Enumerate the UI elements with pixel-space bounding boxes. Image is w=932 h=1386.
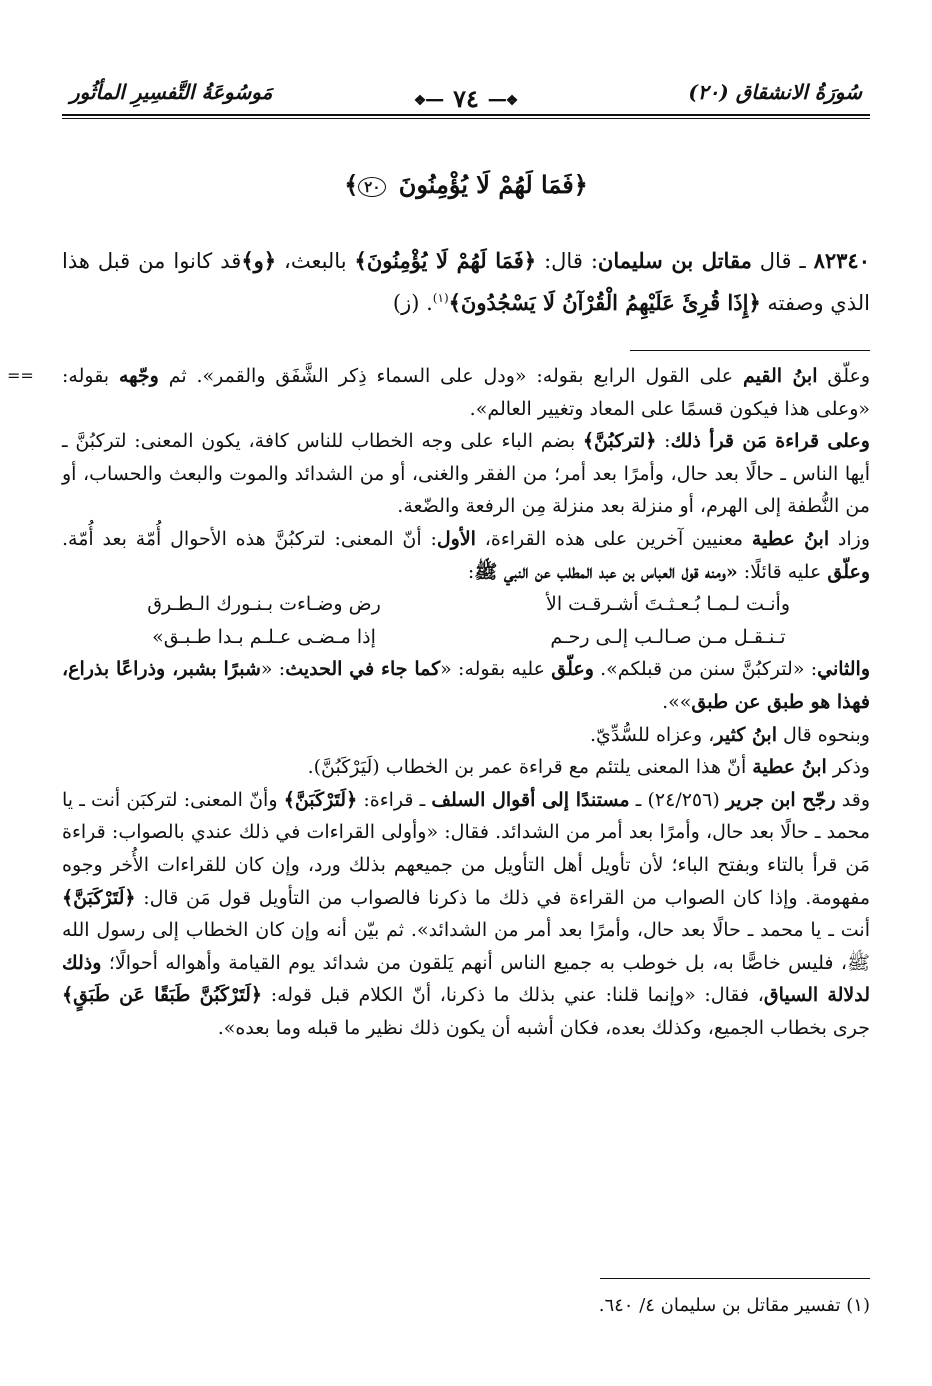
note-text: ـ قراءة: [357, 788, 432, 811]
note-text: وقد [835, 788, 871, 811]
page-number: ٧٤ [453, 84, 479, 113]
commentary-notes [7, 360, 871, 1044]
note-bold: شبرًا بشبر، وذراعًا بذراع، فهذا هو طبق عن طبق [62, 658, 870, 713]
verse-text: ﴿فَمَا لَهُمْ لَا يُؤْمِنُونَ [398, 170, 588, 199]
note-paragraph [62, 719, 870, 752]
ornament-icon: ━━❖ [488, 92, 519, 109]
note-bold: وعلّق [551, 658, 594, 681]
narration-entry [62, 240, 870, 324]
entry-text: : قال: [536, 249, 598, 273]
note-bold: وعلّق [827, 560, 870, 583]
ornament-icon: ❖━━ [413, 92, 444, 109]
note-text: بقوله: «وعلى هذا فيكون قسمًا على المعاد وتغيير العالم». [62, 365, 870, 420]
quran-quote: ﴿لَتَرْكَبُنَّ طَبَقًا عَن طَبَقٍ﴾ [62, 984, 263, 1007]
note-bold: والثاني [817, 658, 870, 681]
scholar-name: ابنُ القيم [742, 365, 818, 387]
note-paragraph [62, 784, 870, 1045]
note-bold: كما جاء في الحديث [285, 658, 441, 681]
note-text: : [467, 560, 475, 583]
quran-quote: ﴿إِذَا قُرِئَ عَلَيْهِمُ الْقُرْآنُ لَا يَسْجُدُونَ﴾ [448, 290, 761, 315]
note-bold: الأول [436, 527, 476, 550]
quran-quote: ﴿و﴾ [241, 248, 277, 273]
note-text: وزاد [829, 527, 870, 550]
ayah-number-icon: ٢٠ [358, 177, 386, 197]
note-text: جرى بخطاب الجميع، وكذلك بعده، فكان أشبه أن يكون ذلك نظير ما قبله وما بعده». [217, 1016, 870, 1039]
note-bold: «ومنه قول العباس بن عبد المطلب عن النبي ﷺ [474, 560, 738, 583]
footnote-ref: (١) [432, 291, 449, 305]
running-header [62, 68, 870, 118]
note-text: ، فقال: «وإنما قلنا: عني بذلك ما ذكرنا، أنّ الكلام قبل قوله: [262, 984, 764, 1007]
note-paragraph [62, 425, 870, 523]
note-text: أنّ هذا المعنى يلتئم مع قراءة عمر بن الخطاب (لَيَرْكَبُنَّ). [307, 756, 753, 779]
note-text: : أنّ المعنى: لتركبُنَّ هذه الأحوال أُمّة بعد أُمّة. [62, 527, 437, 550]
continuation-mark: == [7, 366, 34, 385]
header-rule-thin [62, 118, 870, 119]
verse-close: ﴾ [344, 170, 359, 199]
entry-text: قال [751, 249, 792, 273]
note-paragraph [62, 751, 870, 784]
note-bold: مستندًا إلى أقوال السلف [431, 788, 630, 811]
note-bold: وجّهه [118, 365, 159, 387]
note-text: (٢٤/٢٥٦) ـ [629, 788, 726, 811]
note-paragraph [62, 360, 870, 425]
dash: ـ [791, 249, 814, 273]
note-text: أنت ـ يا محمد ـ حالًا بعد حال، وأمرًا بعد أمر من الشدائد». ثم بيّن أنه وإن كان الخطاب إلى رسول الله ﷺ، فليس خاصًّا به، بل خوطب به جميع الناس أنهم يَلقون من شدائد يوم القيامة وأهواله أحوالًا؛ [62, 919, 870, 974]
poem-hemistich: إذا مـضـى عـلـم بـدا طـبـق» [152, 625, 376, 648]
note-text: وعلّق [817, 365, 871, 387]
note-text: بضم الباء على وجه الخطاب للناس كافة، يكون المعنى: لتركبُنَّ ـ أيها الناس ـ حالًا بعد حال، وأمرًا بعد أمر؛ من الفقر والغنى، أو من الشدائد والموت والبعث والحساب، أو من النُّطفة إلى الهرم، أو منزلة بعد منزلة مِن الرفعة والضّعة. [62, 430, 870, 518]
quran-quote: ﴿لتركبُنَّ﴾ [582, 430, 657, 453]
footnote: (١) تفسير مقاتل بن سليمان ٤/ ٦٤٠. [598, 1295, 870, 1316]
note-text: وذكر [826, 756, 870, 779]
book-title: مَوسُوعَةُ التَّفسِيرِ المأثُور [70, 80, 273, 104]
note-text: ، وعزاه للسُّدِّيّ. [590, 723, 715, 746]
poem-hemistich: تـنـقـل مـن صـالـب إلـى رحـم [550, 625, 786, 648]
note-text: : « [260, 658, 286, 681]
quran-quote: ﴿لَتَرْكَبَنَّ﴾ [62, 886, 136, 909]
note-bold: وعلى قراءة مَن قرأ ذلك [670, 430, 870, 453]
scholar-name: ابنُ عطية [752, 756, 827, 779]
footnote-rule [600, 1278, 870, 1279]
note-text: معنيين آخرين على هذه القراءة، [475, 527, 752, 550]
note-bold: رجّح ابن جرير [725, 788, 836, 811]
note-paragraph [62, 653, 870, 718]
note-bold: وذلك لدلالة السياق [62, 951, 870, 1007]
scholar-name: ابنُ كثير [714, 723, 777, 746]
poem [62, 588, 870, 653]
note-text: عليه قائلًا: [737, 560, 828, 583]
note-text: عليه بقوله: « [440, 658, 552, 681]
surah-title: سُورَةُ الانشقاق (٢٠) [688, 80, 862, 104]
verse-heading [62, 170, 870, 199]
note-text: على القول الرابع بقوله: «ودل على السماء ذِكر الشَّفَق والقمر». ثم [158, 365, 743, 387]
narrator-name: مقاتل بن سليمان [597, 248, 752, 273]
note-text: »». [662, 690, 692, 713]
header-rule [62, 114, 870, 116]
entry-text: . (ز) [392, 291, 433, 315]
note-paragraph [62, 523, 870, 588]
entry-text: بالبعث، [276, 249, 355, 273]
note-text: وأنّ المعنى: لتركبَن أنت ـ يا محمد ـ حالًا بعد حال، وأمرًا بعد أمر من الشدائد. فقال: «وأولى القراءات في ذلك عندي بالصواب: قراءة مَن قرأ بالتاء وبفتح الباء؛ لأن تأويل أهل التأويل من جميعهم بذلك ورد، وإن كان للقراءات الأُخر وجوه مفهومة. وإذا كان الصواب من القراءة في ذلك ما ذكرنا فالصواب من التأويل قول مَن قال: [62, 788, 870, 909]
scholar-name: ابنُ عطية [751, 527, 830, 550]
entry-text: قد كانوا من قبل هذا الذي وصفته [62, 249, 870, 315]
entry-number: ٨٢٣٤٠ [813, 248, 870, 273]
note-text: وبنحوه قال [777, 723, 870, 746]
poem-hemistich: وأنـت لـمـا بُـعـثـتَ أشـرقـت الأ [545, 593, 791, 616]
note-text: : [656, 430, 671, 453]
quran-quote: ﴿لَتَرْكَبَنَّ﴾ [283, 788, 358, 811]
quran-quote: ﴿فَمَا لَهُمْ لَا يُؤْمِنُونَ﴾ [354, 248, 537, 273]
commentary-separator [630, 350, 870, 351]
poem-hemistich: رض وضـاءت بـنـورك الـطـرق [147, 593, 381, 616]
note-text: : «لتركبُنَّ سنن من قبلكم». [593, 658, 818, 681]
